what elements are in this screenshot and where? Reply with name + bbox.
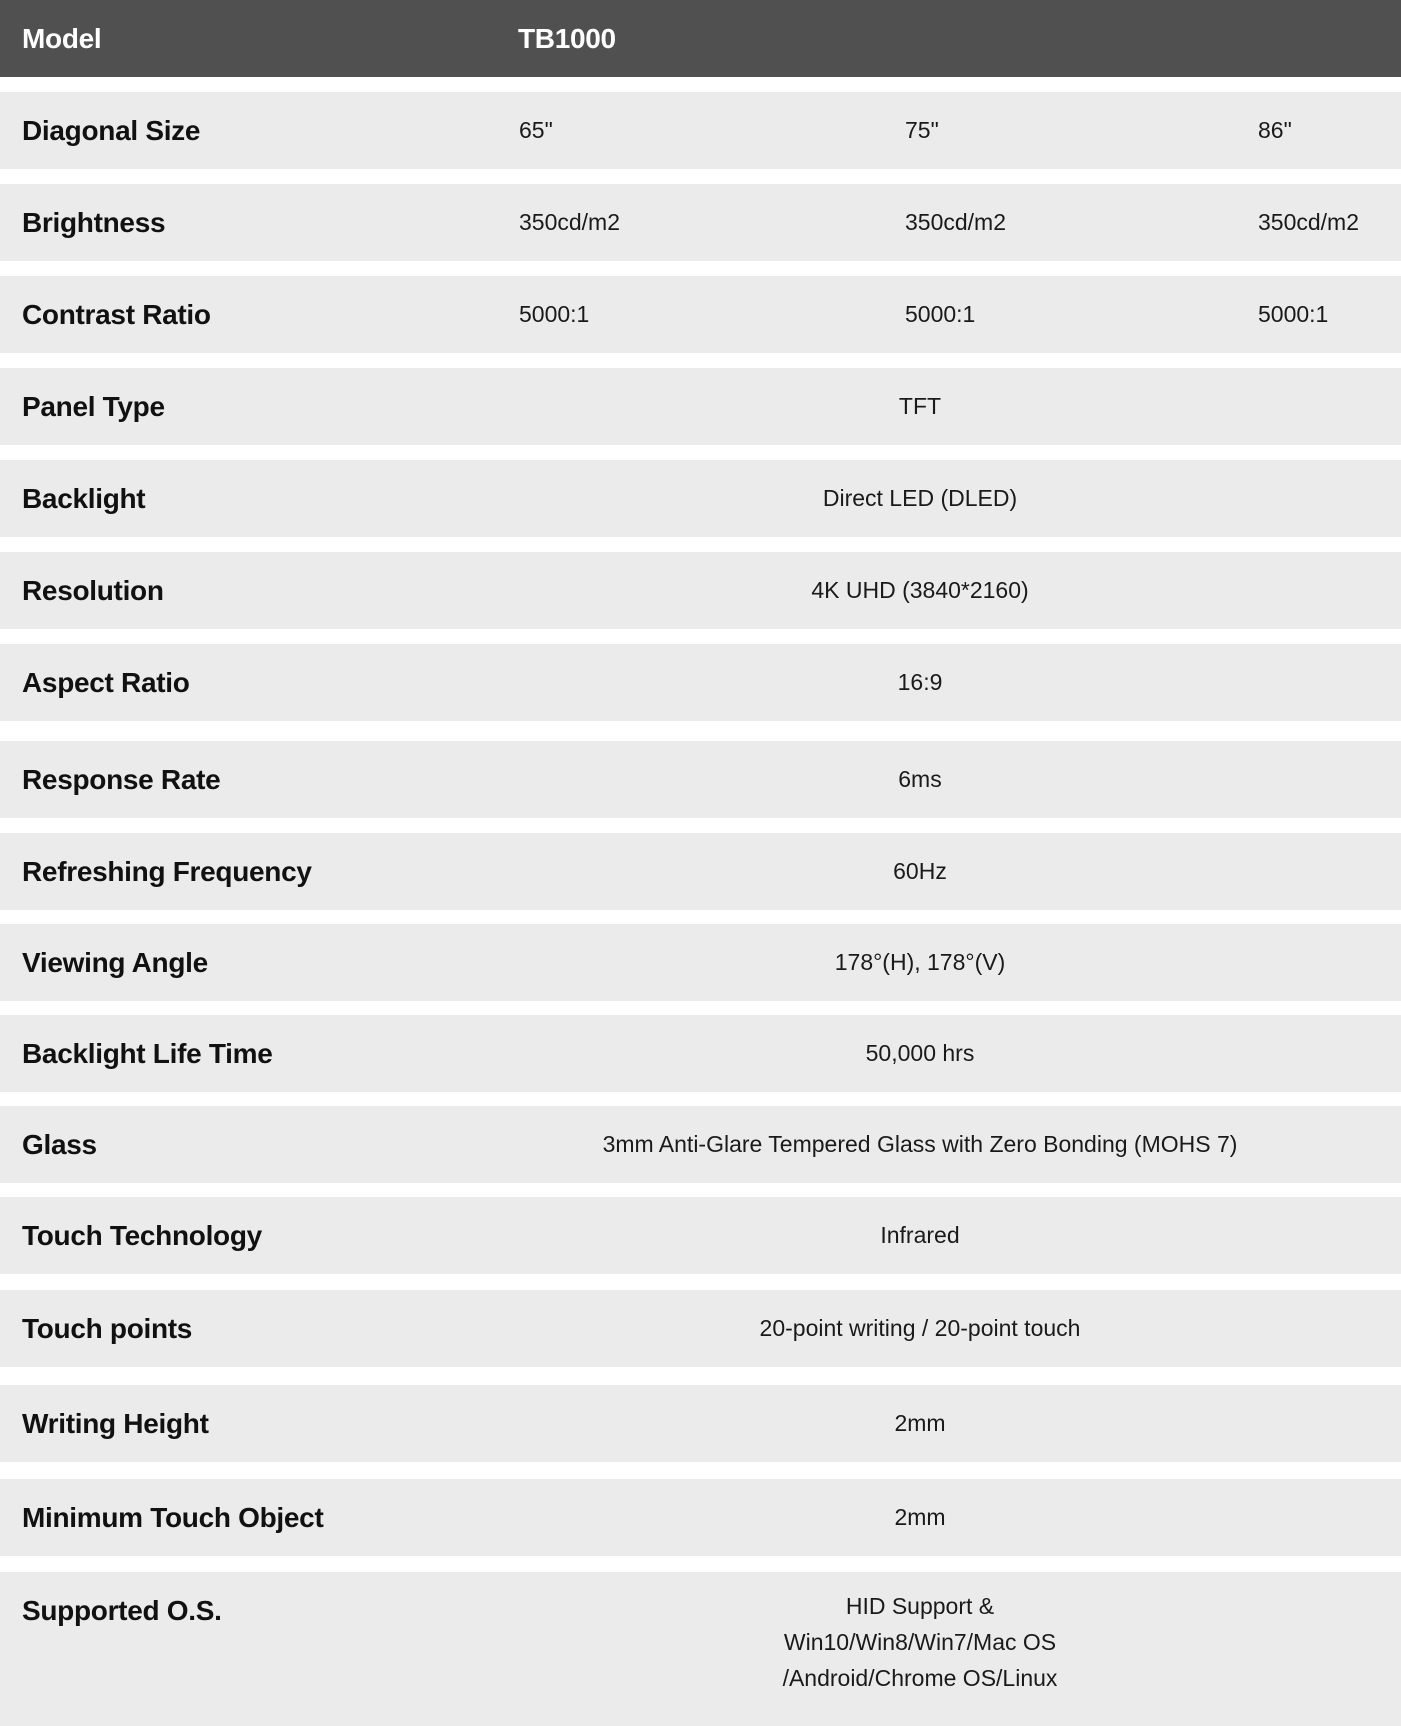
os-line-3: /Android/Chrome OS/Linux [782, 1665, 1058, 1691]
row-label: Contrast Ratio [22, 299, 211, 330]
row-value: Direct LED (DLED) [822, 485, 1018, 511]
row-minimum-touch-object [0, 1479, 1401, 1556]
row-glass [0, 1106, 1401, 1183]
row-backlight-life-time [0, 1015, 1401, 1092]
row-label: Supported O.S. [22, 1595, 222, 1626]
value-65: 5000:1 [519, 301, 590, 327]
row-panel-type [0, 368, 1401, 445]
row-label: Glass [22, 1129, 97, 1160]
value-75: 75" [905, 117, 939, 143]
row-label: Aspect Ratio [22, 667, 190, 698]
row-viewing-angle [0, 924, 1401, 1001]
row-value: 20-point writing / 20-point touch [759, 1315, 1081, 1341]
row-label: Diagonal Size [22, 115, 201, 146]
row-value: 3mm Anti-Glare Tempered Glass with Zero Bonding (MOHS 7) [602, 1131, 1238, 1157]
row-label: Panel Type [22, 391, 165, 422]
row-label: Viewing Angle [22, 947, 208, 978]
header-model-label: Model [22, 23, 102, 54]
row-value: 60Hz [893, 858, 947, 884]
row-supported-os [0, 1572, 1401, 1726]
value-65: 350cd/m2 [519, 209, 621, 235]
row-value: 2mm [894, 1504, 946, 1530]
row-value: 16:9 [897, 669, 943, 695]
row-value: 6ms [898, 766, 942, 792]
row-label: Refreshing Frequency [22, 856, 312, 887]
os-line-1: HID Support & [845, 1593, 995, 1619]
row-brightness [0, 184, 1401, 261]
row-value: 4K UHD (3840*2160) [811, 577, 1029, 603]
row-writing-height [0, 1385, 1401, 1462]
row-value [520, 1588, 1320, 1696]
row-label: Backlight [22, 483, 146, 514]
row-label: Resolution [22, 575, 164, 606]
row-diagonal-size [0, 92, 1401, 169]
row-resolution [0, 552, 1401, 629]
row-contrast-ratio [0, 276, 1401, 353]
row-label: Brightness [22, 207, 166, 238]
value-86: 350cd/m2 [1258, 209, 1360, 235]
row-label: Touch Technology [22, 1220, 262, 1251]
value-86: 86" [1258, 117, 1292, 143]
value-65: 65" [519, 117, 553, 143]
row-value: Infrared [880, 1222, 960, 1248]
row-label: Backlight Life Time [22, 1038, 273, 1069]
row-backlight [0, 460, 1401, 537]
value-86: 5000:1 [1258, 301, 1329, 327]
row-value: 178°(H), 178°(V) [834, 949, 1006, 975]
os-line-2: Win10/Win8/Win7/Mac OS [783, 1629, 1057, 1655]
value-75: 5000:1 [905, 301, 976, 327]
row-value: 2mm [894, 1410, 946, 1436]
row-value: 50,000 hrs [865, 1040, 975, 1066]
row-label: Writing Height [22, 1408, 209, 1439]
row-response-rate [0, 741, 1401, 818]
row-label: Response Rate [22, 764, 221, 795]
row-refreshing-frequency [0, 833, 1401, 910]
row-touch-technology [0, 1197, 1401, 1274]
row-aspect-ratio [0, 644, 1401, 721]
value-75: 350cd/m2 [905, 209, 1007, 235]
row-label: Touch points [22, 1313, 193, 1344]
header-model-name: TB1000 [518, 23, 616, 54]
row-value: TFT [898, 393, 942, 419]
row-touch-points [0, 1290, 1401, 1367]
table-header [0, 0, 1401, 77]
row-label: Minimum Touch Object [22, 1502, 324, 1533]
